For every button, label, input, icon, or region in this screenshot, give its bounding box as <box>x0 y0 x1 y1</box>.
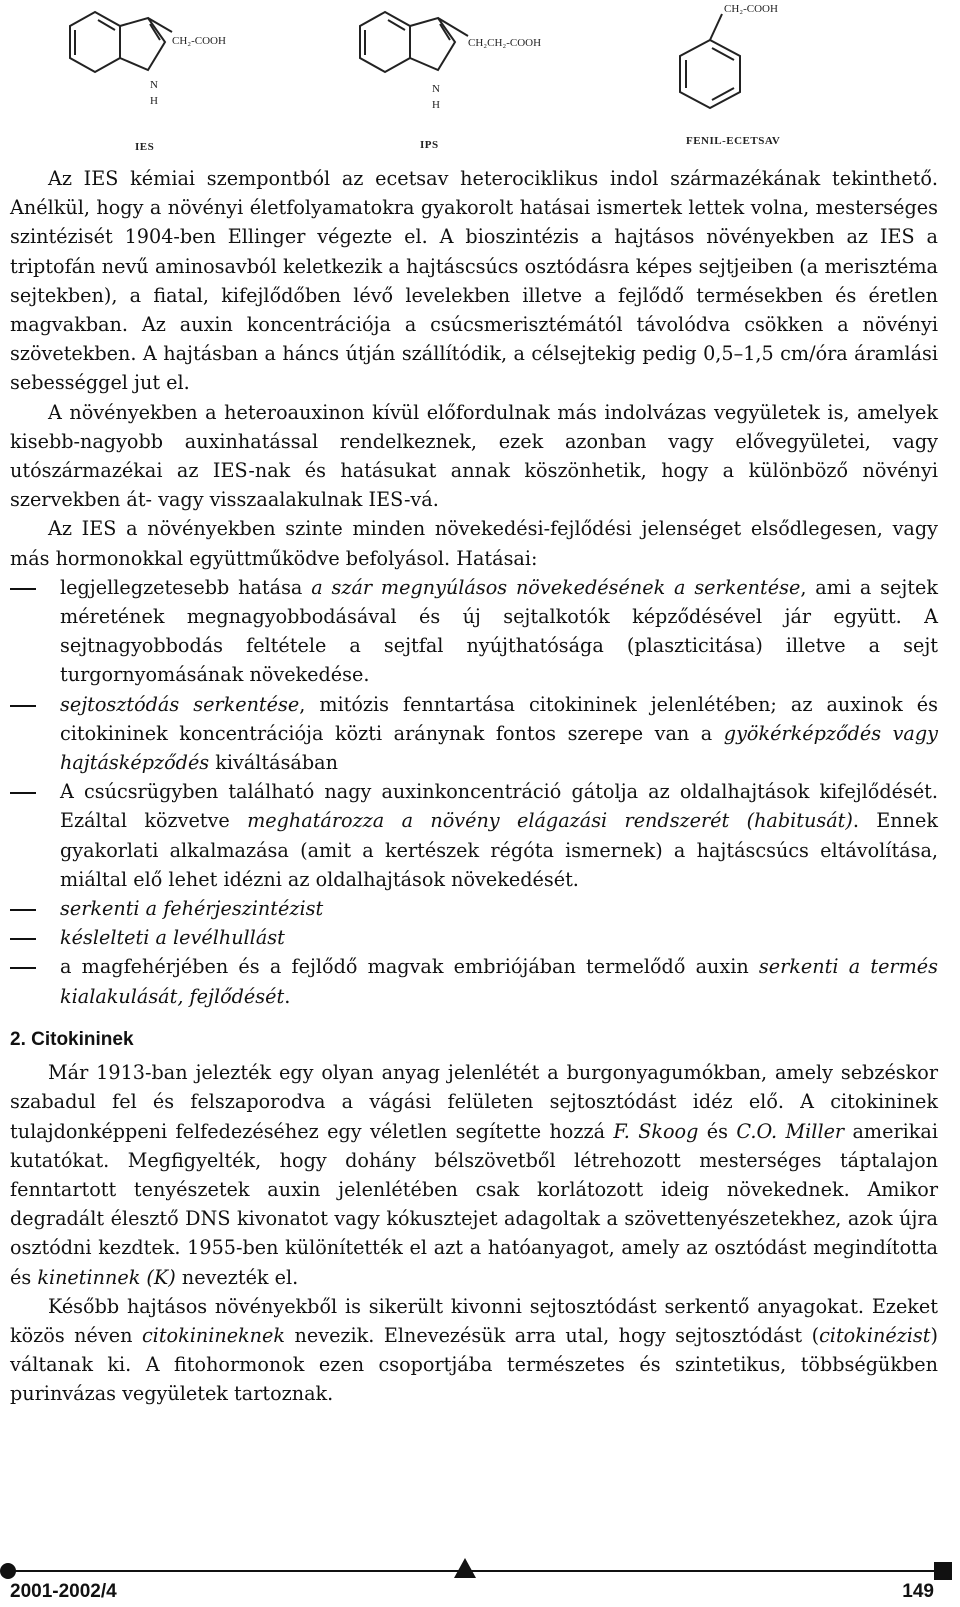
list-item: késlelteti a levélhullást <box>60 926 285 950</box>
fenil-ecetsav-structure <box>680 14 740 108</box>
list-item: A csúcsrügyben található nagy auxinkoncentráció gátolja az oldalhajtások kifejlődését. Ezáltal közvetve meghatározza a növény elágazási rendszerét (habitusát). Ennek gyakorlati alkalmazása (amit a kertészek régóta ismernek) a hajtáscsúcs eltávolítása, miáltal elő lehet idézni az oldalhajtások növekedését. <box>60 780 938 891</box>
paragraph: Az IES kémiai szempontból az ecetsav heterociklikus indol származékának tekinthető. Anélkül, hogy a növényi életfolyamatokra gyakorolt hatásai ismertek lettek volna, mesterséges szintézisét 1904-ben Ellinger végezte el. A bioszintézis a hajtásos növényekben az IES a triptofán nevű aminosavból keletkezik a hajtáscsúcs osztódásra képes sejtjeiben (a merisztéma sejtekben), a fiatal, kifejlődőben lévő levelekben illetve a fejlődő termésekben és éretlen magvakban. Az auxin koncentrációja a csúcsmerisztémától távolódva csökken a növényi szövetekben. A hajtásban a háncs útján szállítódik, a célsejtekig pedig 0,5–1,5 cm/óra áramlási sebességgel jut el. <box>10 167 938 395</box>
circle-icon <box>0 1563 16 1579</box>
list-item: serkenti a fehérjeszintézist <box>60 897 324 921</box>
fenil-group-label: CH₂-COOH <box>724 3 778 15</box>
ips-group-label: CH₂CH₂-COOH <box>468 37 542 49</box>
ips-structure <box>360 12 468 72</box>
square-icon <box>934 1562 952 1580</box>
page-footer <box>0 1538 960 1607</box>
footer-rule <box>6 1570 948 1572</box>
paragraph: Már 1913-ban jelezték egy olyan anyag jelenlétét a burgonyagumókban, amely sebzéskor szabadul fel és felszaporodva a vágási felületen sejtosztódást idéz elő. A citokininek tulajdonképpeni felfedezéséhez egy véletlen segítette hozzá F. Skoog és C.O. Miller amerikai kutatókat. Megfigyelték, hogy dohány bélszövetből létrehozott mesterséges táptalajon fenntartott tenyészetek auxin jelenlétében csak korlátozott ideig növekednek. Amikor degradált élesztő DNS kivonatot vagy kókusztejet adagoltak a szövettenyészetekhez, azok újra osztódni kezdtek. 1955-ben különítették el azt a hatóanyagot, amely az osztódást megindította és kinetinnek (K) nevezték el. <box>10 1061 938 1289</box>
list-item: a magfehérjében és a fejlődő magvak embriójában termelődő auxin serkenti a termés kialakulását, fejlődését. <box>60 955 938 1008</box>
ips-n-label: N <box>432 83 440 95</box>
ies-group-label: CH₂-COOH <box>172 35 226 47</box>
ies-label: IES <box>135 141 155 153</box>
effects-list <box>10 573 938 1011</box>
ies-n-label: N <box>150 79 158 91</box>
list-item: legjellegzetesebb hatása a szár megnyúlásos növekedésének a serkentése, ami a sejtek méretének megnagyobbodásával és új sejtalkotók képződésével jár együtt. A sejtnagyobbodás feltétele a sejtfal nyújthatósága (plaszticitása) illetve a sejt turgornyomásának növekedése. <box>60 575 938 687</box>
paragraph: Az IES a növényekben szinte minden növekedési-fejlődési jelenséget elsődlegesen, vagy más hormonokkal együttműködve befolyásol. Hatásai: <box>10 517 938 570</box>
triangle-icon <box>454 1558 476 1578</box>
ips-label: IPS <box>420 139 439 151</box>
article-body <box>10 164 938 1409</box>
chemical-structures-figure <box>0 0 960 160</box>
paragraph: Később hajtásos növényekből is sikerült kivonni sejtosztódást serkentő anyagokat. Ezeket közös néven citokinineknek nevezik. Elnevezésük arra utal, hogy sejtosztódást (citokinézist) váltanak ki. A fitohormonok ezen csoportjába természetes és szintetikus, többségükben purinvázas vegyületek tartoznak. <box>10 1294 938 1406</box>
ies-structure <box>70 12 172 72</box>
paragraph: A növényekben a heteroauxinon kívül előfordulnak más indolvázas vegyületek is, amelyek kisebb-nagyobb auxinhatással rendelkeznek, ezek azonban vagy elővegyületei, vagy utószármazékai az IES-nak és hatásukat annak köszönhetik, hogy a különböző növényi szervekben át- vagy visszaalakulnak IES-vá. <box>10 400 938 512</box>
fenil-ecetsav-label: FENIL-ECETSAV <box>686 135 781 147</box>
ies-h-label: H <box>150 95 158 107</box>
issue-number: 2001-2002/4 <box>10 1581 117 1602</box>
page-number: 149 <box>902 1581 934 1602</box>
ips-h-label: H <box>432 99 440 111</box>
section-heading: 2. Citokininek <box>10 1028 134 1050</box>
list-item: sejtosztódás serkentése, mitózis fenntartása citokininek jelenlétében; az auxinok és citokininek koncentrációja közti aránynak fontos szerepe van a gyökérképződés vagy hajtásképződés kiváltásában <box>60 692 938 775</box>
